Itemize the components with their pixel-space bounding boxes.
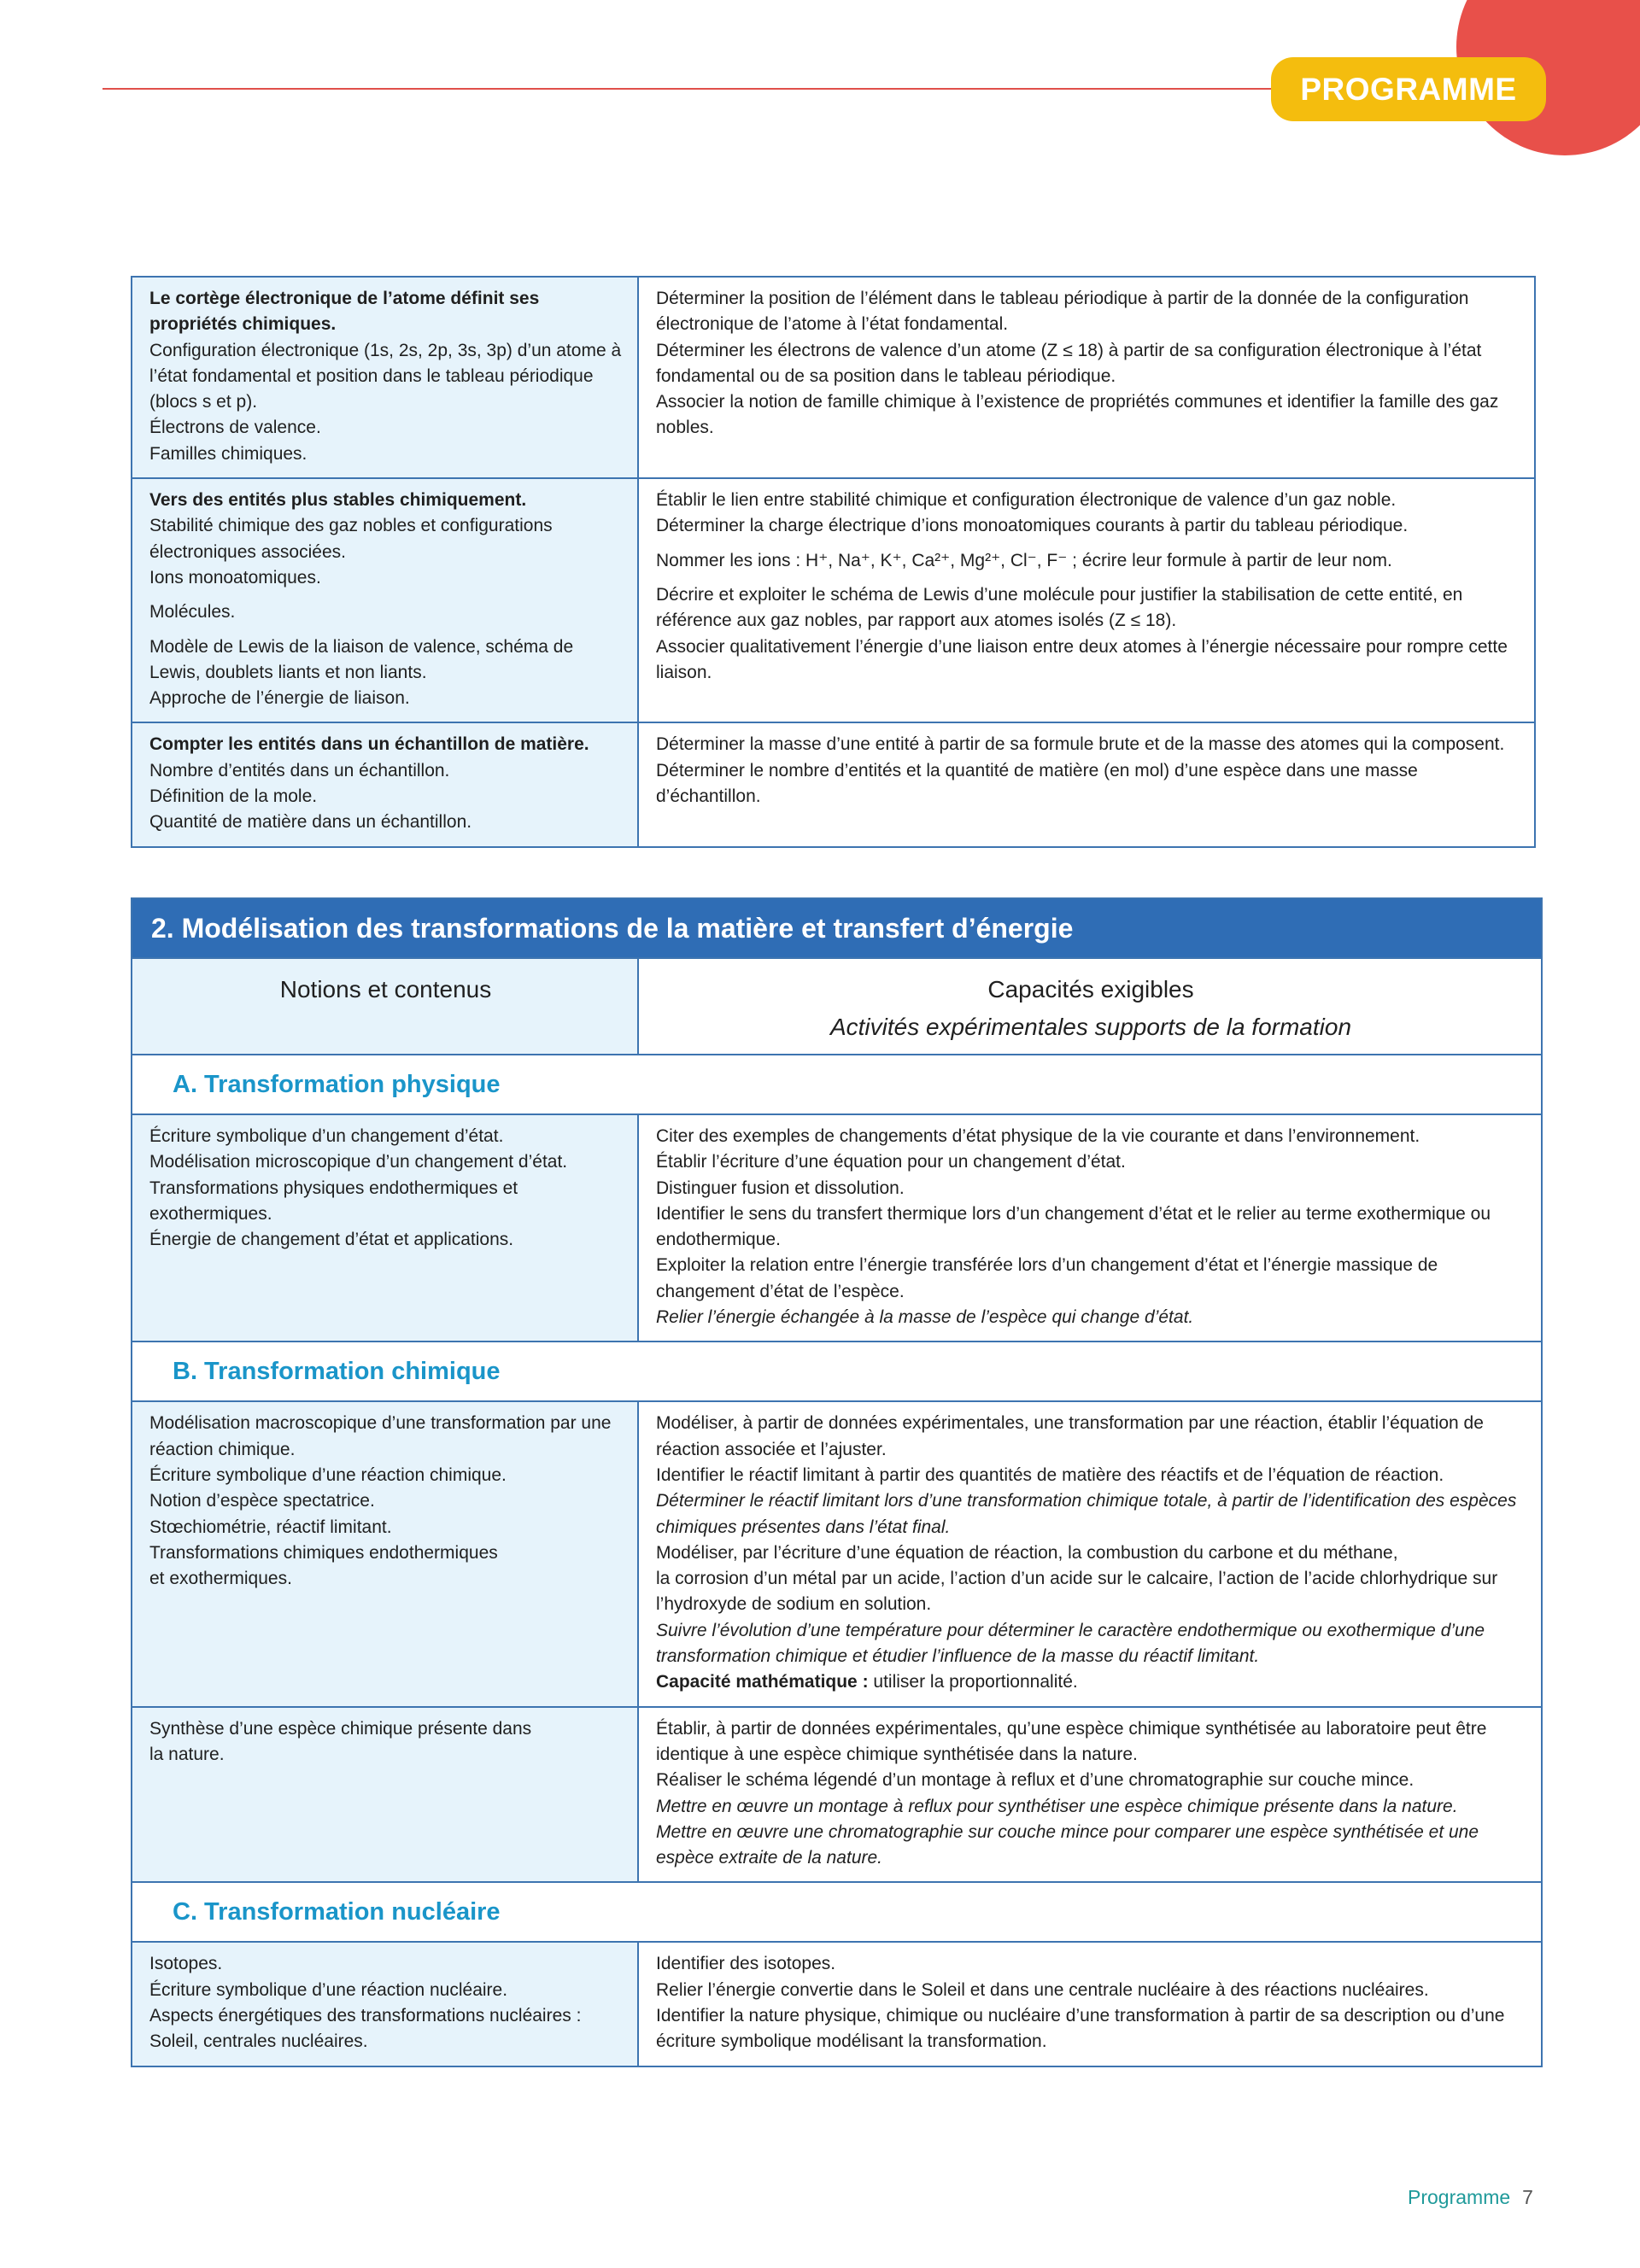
cell-line (149, 286, 622, 338)
cell-line (656, 1176, 1526, 1201)
header-rule (102, 88, 1281, 90)
cell-line (149, 732, 622, 757)
cell-line (149, 1566, 622, 1592)
cell-line (149, 1978, 622, 2003)
text: la corrosion d’un métal par un acide, l’action d’un acide sur le calcaire, l’action de l’acide chlorhydrique sur l’hydroxyde de sodium en solution. (656, 1569, 1498, 1615)
capacites-block (656, 548, 1519, 574)
capacites-cell (639, 723, 1534, 845)
text: Nombre d’entités dans un échantillon. (149, 760, 450, 780)
cell-line (656, 1201, 1526, 1254)
table-row (132, 722, 1534, 845)
text: Nommer les ions : H⁺, Na⁺, K⁺, Ca²⁺, Mg²⁺, Cl⁻, F⁻ ; écrire leur formule à partir de leur nom. (656, 550, 1392, 570)
section-heading: A. Transformation physique (132, 1054, 1541, 1114)
text: utiliser la proportionnalité. (868, 1672, 1078, 1692)
table-row (132, 1114, 1541, 1341)
notions-block (149, 599, 622, 625)
cell-line (149, 599, 622, 625)
capacites-block (656, 732, 1519, 810)
cell-line (149, 1488, 622, 1514)
cell-line (149, 634, 622, 687)
cell-line (149, 1411, 622, 1463)
capacites-block (656, 1951, 1526, 2055)
cell-line (656, 513, 1519, 539)
text: et exothermiques. (149, 1569, 292, 1589)
capacites-cell (639, 1402, 1541, 1705)
notions-cell (132, 278, 639, 477)
italic-text: Suivre l’évolution d’une température pour déterminer le caractère endothermique ou exothermique d’une transformation chimique et étudier l’influence de la masse du réactif limitant. (656, 1620, 1485, 1667)
cell-line (149, 1540, 622, 1566)
text: Établir le lien entre stabilité chimique et configuration électronique de valence d’un gaz noble. (656, 490, 1397, 511)
notions-block (149, 732, 622, 835)
text: Stœchiométrie, réactif limitant. (149, 1517, 392, 1537)
text: Familles chimiques. (149, 443, 308, 464)
section-heading: C. Transformation nucléaire (132, 1881, 1541, 1941)
cell-line (149, 758, 622, 784)
text: Relier l’énergie convertie dans le Soleil et dans une centrale nucléaire à des réactions nucléaires. (656, 1979, 1429, 2000)
cell-line (149, 1951, 622, 1977)
cell-line (149, 810, 622, 835)
text: Identifier le réactif limitant à partir des quantités de matière des réactifs et de l’équation de réaction. (656, 1464, 1444, 1485)
cell-line (656, 1463, 1526, 1488)
table-notions-atome (131, 276, 1536, 848)
page-footer (1408, 2186, 1533, 2209)
text: Exploiter la relation entre l’énergie transférée lors d’un changement d’état et l’énergie massique de changement d’état de l’espèce. (656, 1255, 1438, 1301)
capacites-cell (639, 278, 1534, 477)
cell-line (149, 1463, 622, 1488)
notions-cell (132, 1115, 639, 1341)
text: Définition de la mole. (149, 786, 318, 807)
badge-label: PROGRAMME (1300, 71, 1517, 107)
table-transformations (131, 897, 1543, 2067)
text: Isotopes. (149, 1954, 223, 1974)
table-row (132, 278, 1534, 477)
cell-line (656, 1540, 1526, 1566)
cell-line (656, 732, 1519, 757)
text: Modélisation microscopique d’un changement d’état. (149, 1152, 568, 1172)
text: Identifier des isotopes. (656, 1954, 836, 1974)
text: Établir l’écriture d’une équation pour un changement d’état. (656, 1152, 1126, 1172)
capacites-block (656, 1411, 1526, 1695)
text: Déterminer la masse d’une entité à partir de sa formule brute et de la masse des atomes qui la composent. (656, 734, 1505, 755)
cell-line (149, 1515, 622, 1540)
cell-line (149, 1227, 622, 1253)
text: Décrire et exploiter le schéma de Lewis d’une molécule pour justifier la stabilisation de cette entité, en référence aux gaz nobles, par rapport aux atomes isolés (Z ≤ 18). (656, 584, 1463, 631)
text: Modèle de Lewis de la liaison de valence, schéma de Lewis, doublets liants et non liants. (149, 636, 574, 682)
page-number: 7 (1522, 2186, 1533, 2208)
text: Réaliser le schéma légendé d’un montage à reflux et d’une chromatographie sur couche mince. (656, 1770, 1414, 1791)
text: Écriture symbolique d’un changement d’état. (149, 1126, 504, 1146)
text: Écriture symbolique d’une réaction chimique. (149, 1464, 507, 1485)
italic-text: Déterminer le réactif limitant lors d’une transformation chimique totale, à partir de l’identification des espèces chimiques présentes dans l’état final. (656, 1491, 1517, 1537)
bold-text: Compter les entités dans un échantillon de matière. (149, 734, 589, 755)
cell-line (149, 488, 622, 513)
notions-block (149, 1411, 622, 1592)
text: Modélisation macroscopique d’une transformation par une réaction chimique. (149, 1413, 612, 1459)
text: Aspects énergétiques des transformations nucléaires : Soleil, centrales nucléaires. (149, 2006, 582, 2052)
column-header-notions (132, 959, 639, 1054)
cell-line (656, 1618, 1526, 1670)
bold-text: Le cortège électronique de l’atome définit ses propriétés chimiques. (149, 289, 540, 335)
text: Écriture symbolique d’une réaction nucléaire. (149, 1979, 508, 2000)
text: Identifier la nature physique, chimique ou nucléaire d’une transformation à partir de sa description ou d’une écriture symbolique modélisant la transformation. (656, 2006, 1505, 2052)
table-title: 2. Modélisation des transformations de la matière et transfert d’énergie (132, 899, 1541, 959)
text: Distinguer fusion et dissolution. (656, 1178, 905, 1198)
cell-line (656, 338, 1519, 390)
notions-cell (132, 1708, 639, 1882)
italic-text: Mettre en œuvre une chromatographie sur couche mince pour comparer une espèce synthétisée et une espèce extraite de la nature. (656, 1821, 1479, 1868)
capacites-block (656, 286, 1519, 441)
cell-line (656, 758, 1519, 810)
cell-line (656, 1978, 1526, 2003)
text: Énergie de changement d’état et applications. (149, 1230, 514, 1250)
text: Déterminer la position de l’élément dans le tableau périodique à partir de la donnée de la configuration électronique de l’atome à l’état fondamental. (656, 289, 1469, 335)
text: Transformations chimiques endothermiques (149, 1542, 498, 1563)
text: Approche de l’énergie de liaison. (149, 688, 410, 709)
cell-line (656, 582, 1519, 634)
text: Établir, à partir de données expérimentales, qu’une espèce chimique synthétisée au laboratoire peut être identique à une espèce chimique synthétisée dans la nature. (656, 1718, 1487, 1764)
cell-line (656, 1149, 1526, 1175)
text: Déterminer les électrons de valence d’un atome (Z ≤ 18) à partir de sa configuration électronique à l’état fondamental ou de sa position dans le tableau périodique. (656, 340, 1482, 386)
capacites-block (656, 1124, 1526, 1330)
table-row (132, 1400, 1541, 1705)
italic-text: Mettre en œuvre un montage à reflux pour synthétiser une espèce chimique présente dans la nature. (656, 1796, 1458, 1816)
capacites-cell (639, 1115, 1541, 1341)
programme-badge (1271, 57, 1546, 121)
cell-line (149, 1742, 622, 1768)
col1-label: Notions et contenus (279, 976, 492, 1002)
notions-block (149, 286, 622, 467)
table-row (132, 1941, 1541, 2065)
text: Identifier le sens du transfert thermique lors d’un changement d’état et le relier au terme exothermique ou endothermique. (656, 1203, 1491, 1250)
notions-block (149, 488, 622, 591)
cell-line (656, 1951, 1526, 1977)
cell-line (149, 1149, 622, 1175)
capacites-block (656, 582, 1519, 686)
text: Déterminer le nombre d’entités et la quantité de matière (en mol) d’une espèce dans une masse d’échantillon. (656, 760, 1418, 807)
cell-line (149, 441, 622, 467)
col2-sublabel: Activités expérimentales supports de la formation (829, 1014, 1352, 1040)
notions-cell (132, 1943, 639, 2065)
cell-line (656, 2003, 1526, 2055)
cell-line (656, 1566, 1526, 1618)
italic-text: Relier l’énergie échangée à la masse de l’espèce qui change d’état. (656, 1307, 1194, 1328)
col2-label: Capacités exigibles (987, 976, 1194, 1002)
cell-line (149, 2003, 622, 2055)
text: Ions monoatomiques. (149, 567, 321, 587)
table-row (132, 1706, 1541, 1882)
notions-cell (132, 723, 639, 845)
cell-line (656, 1124, 1526, 1149)
text: Modéliser, par l’écriture d’une équation de réaction, la combustion du carbone et du méthane, (656, 1542, 1398, 1563)
cell-line (656, 1305, 1526, 1330)
cell-line (149, 686, 622, 711)
capacites-cell (639, 1708, 1541, 1882)
text: Molécules. (149, 602, 236, 623)
cell-line (656, 634, 1519, 687)
notions-cell (132, 479, 639, 722)
cell-line (149, 415, 622, 441)
text: Déterminer la charge électrique d’ions monoatomiques courants à partir du tableau périodique. (656, 516, 1409, 536)
text: Associer qualitativement l’énergie d’une liaison entre deux atomes à l’énergie nécessaire pour rompre cette liaison. (656, 636, 1508, 682)
cell-line (656, 548, 1519, 574)
text: Associer la notion de famille chimique à l’existence de propriétés communes et identifier la famille des gaz nobles. (656, 392, 1499, 438)
cell-line (656, 1820, 1526, 1872)
notions-block (149, 1716, 622, 1768)
column-headers (132, 959, 1541, 1054)
table-row (132, 477, 1534, 722)
cell-line (149, 784, 622, 810)
cell-line (149, 565, 622, 591)
capacites-block (656, 488, 1519, 540)
column-header-capacites (639, 959, 1541, 1054)
bold-text: Vers des entités plus stables chimiquement. (149, 490, 527, 511)
notions-cell (132, 1402, 639, 1705)
cell-line (656, 1669, 1526, 1695)
capacites-block (656, 1716, 1526, 1872)
text: Synthèse d’une espèce chimique présente dans (149, 1718, 532, 1739)
text: Électrons de valence. (149, 418, 321, 438)
notions-block (149, 634, 622, 712)
cell-line (149, 513, 622, 565)
cell-line (656, 389, 1519, 441)
footer-label: Programme (1408, 2186, 1511, 2208)
text: Modéliser, à partir de données expérimentales, une transformation par une réaction, établir l’équation de réaction associée et l’ajuster. (656, 1413, 1484, 1459)
notions-block (149, 1124, 622, 1253)
cell-line (656, 286, 1519, 338)
cell-line (656, 1768, 1526, 1793)
text: Citer des exemples de changements d’état physique de la vie courante et dans l’environnement. (656, 1126, 1420, 1146)
cell-line (656, 488, 1519, 513)
capacites-cell (639, 479, 1534, 722)
section-heading: B. Transformation chimique (132, 1341, 1541, 1400)
cell-line (656, 1411, 1526, 1463)
text: Configuration électronique (1s, 2s, 2p, 3s, 3p) d’un atome à l’état fondamental et position dans le tableau périodique (blocs s et p). (149, 340, 622, 412)
cell-line (656, 1253, 1526, 1305)
text: Stabilité chimique des gaz nobles et configurations électroniques associées. (149, 516, 553, 562)
text: la nature. (149, 1744, 225, 1764)
text: Quantité de matière dans un échantillon. (149, 812, 472, 833)
cell-line (656, 1794, 1526, 1820)
cell-line (149, 1176, 622, 1228)
cell-line (656, 1488, 1526, 1540)
cell-line (149, 1124, 622, 1149)
text: Transformations physiques endothermiques et exothermiques. (149, 1178, 518, 1224)
cell-line (149, 1716, 622, 1742)
cell-line (656, 1716, 1526, 1768)
notions-block (149, 1951, 622, 2055)
cell-line (149, 338, 622, 416)
text: Notion d’espèce spectatrice. (149, 1491, 375, 1511)
capacites-cell (639, 1943, 1541, 2065)
bold-text: Capacité mathématique : (656, 1672, 869, 1692)
